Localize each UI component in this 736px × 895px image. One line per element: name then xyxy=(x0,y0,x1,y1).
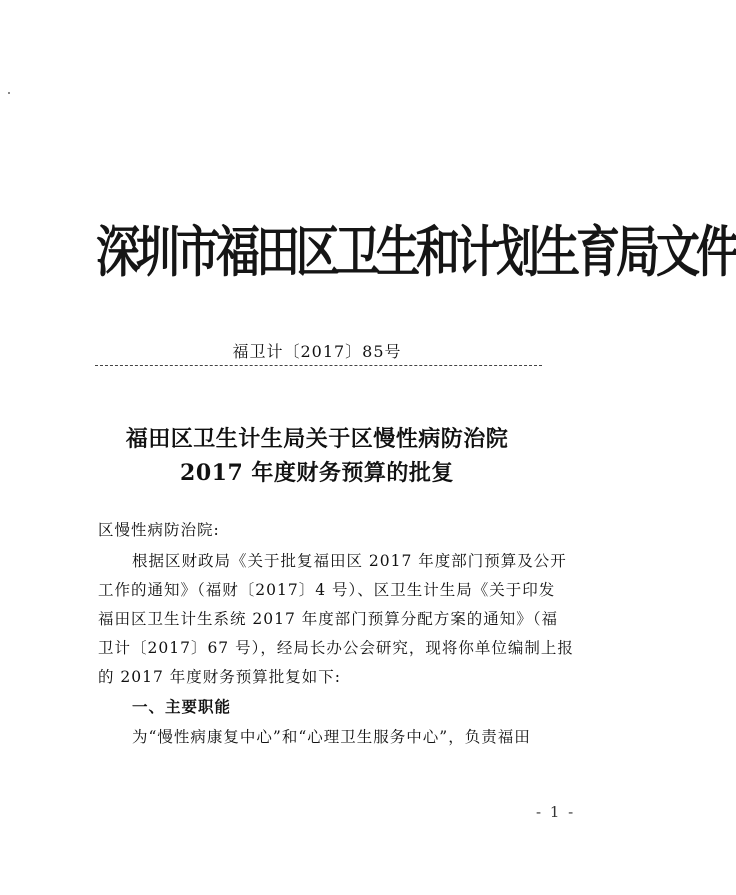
document-subject-line-1: 福田区卫生计生局关于区慢性病防治院 xyxy=(125,426,509,452)
header-separator-line xyxy=(95,365,542,366)
section-text: 为“慢性病康复中心”和“心理卫生服务中心”，负责福田 xyxy=(132,728,531,746)
paragraph-line: 工作的通知》（福财〔2017〕4 号）、区卫生计生局《关于印发 xyxy=(98,581,556,599)
issuing-authority-header: 深圳市福田区卫生和计划生育局文件 xyxy=(96,220,736,285)
scan-speck xyxy=(8,92,10,94)
paragraph-line: 福田区卫生计生系统 2017 年度部门预算分配方案的通知》（福 xyxy=(98,610,559,628)
page-number: - 1 - xyxy=(536,803,576,821)
addressee: 区慢性病防治院: xyxy=(98,521,220,539)
paragraph-line: 卫计〔2017〕67 号），经局长办公会研究，现将你单位编制上报 xyxy=(98,639,574,657)
document-subject-line-2: 2017 年度财务预算的批复 xyxy=(180,460,454,486)
document-number: 福卫计〔2017〕85号 xyxy=(232,342,402,361)
paragraph-line: 的 2017 年度财务预算批复如下: xyxy=(98,668,342,686)
paragraph-line: 根据区财政局《关于批复福田区 2017 年度部门预算及公开 xyxy=(132,552,567,570)
section-heading: 一、主要职能 xyxy=(132,698,232,716)
